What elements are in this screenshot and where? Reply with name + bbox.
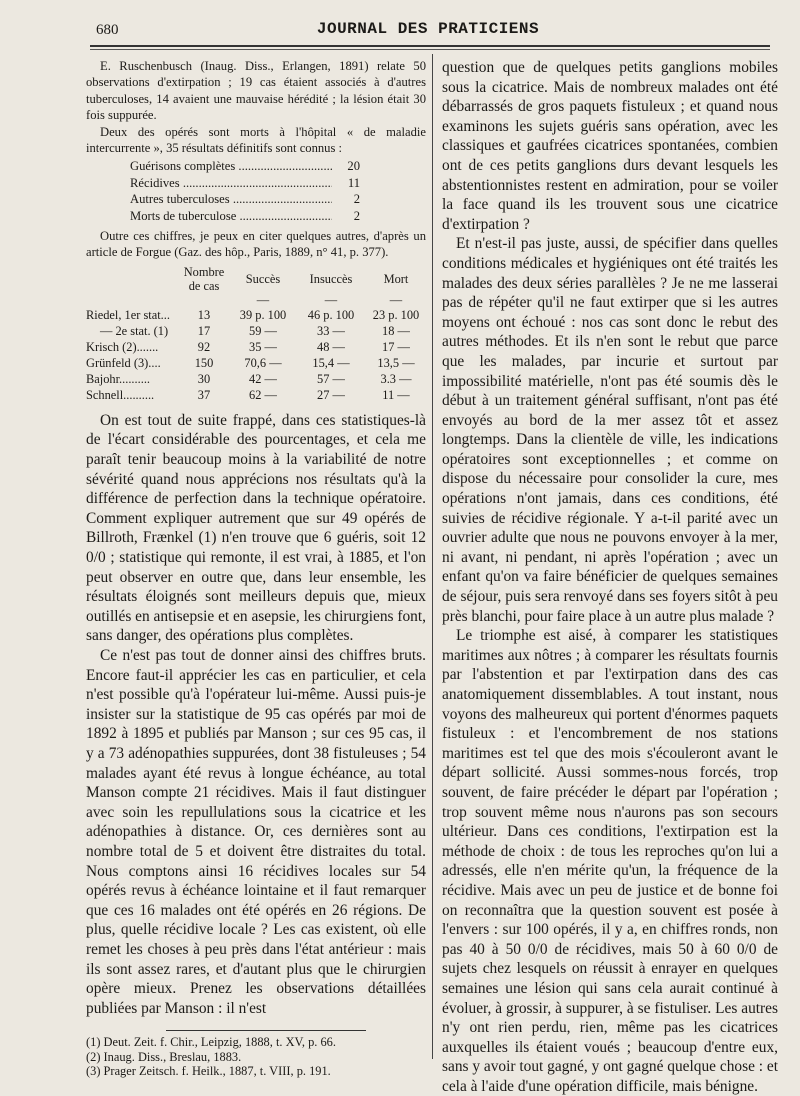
- dash-cell: [86, 293, 178, 307]
- left-body: [86, 411, 426, 1018]
- stats-table: [86, 265, 426, 403]
- table-header: Insuccès: [309, 271, 353, 286]
- table-row: [86, 387, 426, 403]
- table-header-row: [86, 265, 426, 293]
- table-cell: 39 p. 100: [239, 307, 287, 322]
- left-column: [86, 58, 426, 1079]
- table-cell: 37: [197, 387, 211, 402]
- table-cell: — 2e stat. (1): [100, 323, 169, 338]
- body-paragraph: question que de quelques petits ganglions mobiles sous la cicatrice. Mais de nombreux malades ont été débarrassés de gros paquets fistuleux ; et quand nous examinons les sujets guéris sans opération, avec les classiques et gaufrées cicatrices spontanées, combien ont de ces petits ganglions durs devant lesquels les abstentionnistes restent en admiration, pour se voiler la face quand ils les trouvent sous une cicatrice d'extirpation ?: [442, 59, 778, 233]
- table-header: Nombre de cas: [183, 264, 225, 293]
- body-paragraph: Ce n'est pas tout de donner ainsi des chiffres bruts. Encore faut-il apprécier les cas en particulier, et cela n'est possible qu'à l'opérateur lui-même. Aussi puis-je insister sur la statistique de 95 cas opérés par moi de 1892 à 1895 et publiés par Manson ; sur ces 95 cas, il y a 73 adénopathies suppurées, dont 38 fistuleuses ; 54 malades ayant été revus à longue échéance, au total Manson compte 21 récidives. Mais il faut distinguer avec soin les repullulations sous la cicatrice et les adénopathies à distance. Or, ces dernières sont au nombre total de 5 et doivent être distraites du total. Nous comptons ainsi 16 récidives locales sur 54 opérés revus à échéance lointaine et il faut remarquer que ces 16 malades ont été opérés en 26 régions. De plus, quelle récidive locale ? Les cas existent, où elle remet les choses à peu près dans l'état antérieur : mais ils sont assez rares, et d'autant plus que le chirurgien opère mieux. Prenez les observations détaillées publiées par Manson : il n'est: [86, 647, 426, 1017]
- table-row: [86, 339, 426, 355]
- right-body: [442, 58, 778, 1096]
- table-cell: 42 —: [249, 371, 277, 386]
- footnote: (3) Prager Zeitsch. f. Heilk., 1887, t. VIII, p. 191.: [86, 1064, 331, 1079]
- table-cell: 30: [197, 371, 211, 386]
- forgue-citation: Outre ces chiffres, je peux en citer quelques autres, d'après un article de Forgue (Gaz. des hôp., Paris, 1889, n° 41, p. 377).: [86, 229, 426, 260]
- footnote-rule: [166, 1030, 366, 1031]
- small-paragraph: E. Ruschenbusch (Inaug. Diss., Erlangen, 1891) relate 50 observations d'extirpation ; 19 cas étaient associés à d'autres tuberculoses, 14 avaient une mauvaise hérédité ; la lésion était 30 fois suppurée.: [86, 59, 426, 123]
- ruschenbusch-note: [86, 58, 426, 156]
- table-cell: 62 —: [249, 387, 277, 402]
- table-header: Mort: [383, 271, 409, 286]
- table-cell: 48 —: [317, 339, 345, 354]
- table-cell: 11 —: [382, 387, 410, 402]
- result-row: [130, 158, 360, 174]
- table-cell: 70,6 —: [244, 355, 282, 370]
- result-row: [130, 208, 360, 224]
- result-row: [130, 191, 360, 207]
- result-value: 2: [353, 208, 360, 223]
- table-cell: 27 —: [317, 387, 345, 402]
- footnote: (1) Deut. Zeit. f. Chir., Leipzig, 1888, t. XV, p. 66.: [86, 1035, 336, 1050]
- table-cell: Grünfeld (3)....: [86, 355, 161, 370]
- table-header: [86, 265, 178, 293]
- dash-cell: —: [324, 292, 338, 307]
- table-cell: 35 —: [249, 339, 277, 354]
- result-label: Autres tuberculoses .....: [130, 191, 332, 207]
- table-cell: 23 p. 100: [372, 307, 420, 322]
- table-cell: 13,5 —: [377, 355, 415, 370]
- table-cell: Riedel, 1er stat...: [86, 307, 170, 322]
- table-row: [86, 307, 426, 323]
- body-paragraph: Le triomphe est aisé, à comparer les statistiques maritimes aux nôtres ; à comparer les résultats fournis par l'abstention et par l'extirpation dans des cas anatomiquement dissemblables. A tout instant, nous voyons des malheureux qui portent d'énormes paquets fistuleux : et l'encombrement de nos stations maritimes est tel que des mois s'écouleront avant le départ sollicité. Aussi sommes-nous forcés, trop souvent, de faire précéder le départ par l'opération ; trop souvent même nous n'aurons pas son secours ultérieur. Dans ces conditions, l'extirpation est la méthode de choix : de tous les reproches qu'on lui a adressés, elle n'en mérite qu'un, la fréquence de la récidive. Mais avec un peu de justice et de bonne foi on reconnaîtra que la question souvent est posée à l'envers : sur 100 opérés, il y a, en chiffres ronds, non pas 40 à 50 0/0 de récidives, mais 50 à 60 0/0 de sujets chez lesquels on réussit à enrayer en quelques semaines une lésion qui sans cela aurait continué à évoluer, à grossir, à suppurer, à se fistuliser. Les autres n'y ont rien perdu, rien, même pas les cicatrices auxquelles ils étaient voués ; beaucoup d'entre eux, sans y avoir tout gagné, y ont gagné quelque chose : et cela à l'aide d'une opération difficile, mais bénigne.: [442, 627, 778, 1095]
- column-divider: [432, 54, 433, 1059]
- table-cell: Schnell..........: [86, 387, 155, 402]
- result-row: [130, 175, 360, 191]
- running-title: JOURNAL DES PRATICIENS: [316, 20, 540, 38]
- table-cell: Bajohr..........: [86, 371, 151, 386]
- table-row: [86, 323, 426, 339]
- result-label: Guérisons complètes .....: [130, 158, 332, 174]
- page-header: [96, 20, 760, 46]
- result-value: 11: [347, 175, 360, 190]
- table-cell: 17: [197, 323, 211, 338]
- right-column: [442, 58, 778, 1096]
- header-rule: [90, 45, 770, 50]
- table-cell: 92: [197, 339, 211, 354]
- results-list: [130, 158, 360, 224]
- table-cell: 59 —: [249, 323, 277, 338]
- page-number: 680: [96, 22, 119, 38]
- body-paragraph: Et n'est-il pas juste, aussi, de spécifier dans quelles conditions médicales et hygiéniques ont été traités les malades des deux séries parallèles ? Je ne me lasserai pas de répéter qu'il ne faut extirper que si les autres moyens ont échoué : nos cas sont donc le rebut des autres méthodes. Et ils n'en sont le rebut que parce que les malades, par incurie et surtout par impossibilité matérielle, n'ont pas été soumis dès le début à un traitement général suffisant, n'ont pas été envoyés au bord de la mer assez tôt et assez longtemps. Dans la clientèle de ville, les indications opératoires sont exceptionnelles ; et comme on dispose du nécessaire pour consolider la cure, mes opérations n'ont jamais, dans ces conditions, été suivies de récidive régionale. Y a-t-il parité avec un ouvrier adulte que nous ne pouvons envoyer à la mer, ni avant, ni pendant, ni après l'opération ; avec un enfant qu'on va faire bénéficier de quelques semaines de séjour, puis sera renvoyé dans ses foyers sitôt à peu près blanchi, pour faire place à un autre plus malade ?: [442, 235, 778, 625]
- footnotes: [86, 1035, 426, 1079]
- table-dash-row: [86, 293, 426, 307]
- table-cell: 15,4 —: [312, 355, 350, 370]
- table-cell: 150: [194, 355, 214, 370]
- dash-cell: —: [389, 292, 403, 307]
- table-cell: 3.3 —: [380, 371, 412, 386]
- table-cell: 13: [197, 307, 211, 322]
- small-paragraph: Deux des opérés sont morts à l'hôpital « de maladie intercurrente », 35 résultats définitifs sont connus :: [86, 124, 426, 156]
- dash-cell: [178, 293, 230, 307]
- result-value: 20: [347, 159, 360, 174]
- footnote: (2) Inaug. Diss., Breslau, 1883.: [86, 1049, 242, 1064]
- table-cell: 57 —: [317, 371, 345, 386]
- table-row: [86, 355, 426, 371]
- result-label: Morts de tuberculose .....: [130, 208, 332, 224]
- dash-cell: —: [256, 292, 270, 307]
- result-label: Récidives .....: [130, 175, 332, 191]
- result-value: 2: [353, 192, 360, 207]
- table-cell: 46 p. 100: [307, 307, 355, 322]
- body-paragraph: On est tout de suite frappé, dans ces statistiques-là de l'écart considérable des pourcentages, et cela me paraît tenir beaucoup moins à la variabilité de notre sévérité quand nous apprécions nos résultats qu'à la différence de perfection dans la technique opératoire. Comment expliquer autrement que sur 49 opérés de Billroth, Frænkel (1) n'en trouve que 6 guéris, soit 12 0/0 ; statistique qui remonte, il est vrai, à 1885, et l'on peut observer en outre que, dans leur ensemble, les résultats éloignés sont meilleurs depuis que, mieux outillés en antisepsie et en asepsie, les chirurgiens font, sans danger, des opérations plus complètes.: [86, 411, 426, 645]
- table-cell: 18 —: [382, 323, 410, 338]
- table-header: Succès: [245, 271, 281, 286]
- table-row: [86, 371, 426, 387]
- table-cell: 17 —: [382, 339, 410, 354]
- table-cell: 33 —: [317, 323, 345, 338]
- table-cell: Krisch (2).......: [86, 339, 159, 354]
